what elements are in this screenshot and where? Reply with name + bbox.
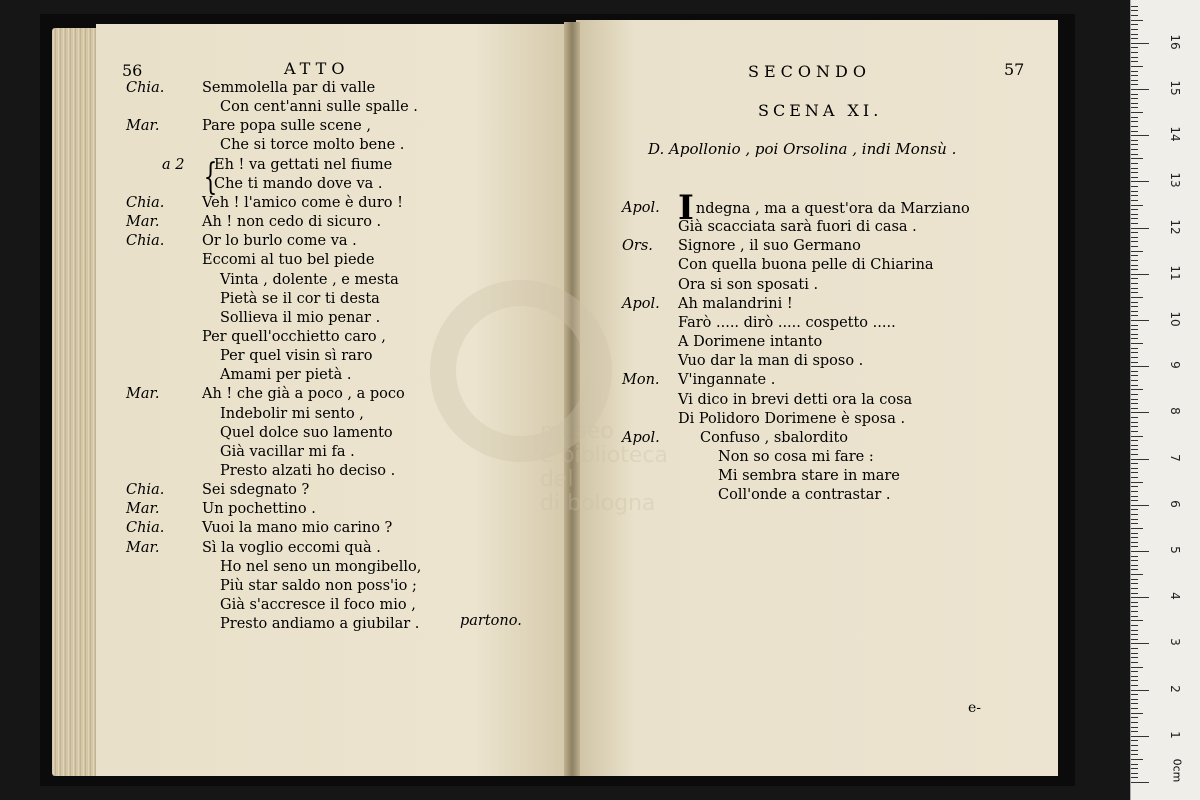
ruler-tick <box>1131 667 1143 668</box>
ruler-tick <box>1131 662 1138 663</box>
cast-line: D. Apollonio , poi Orsolina , indi Monsù . <box>648 140 957 158</box>
ruler-tick <box>1131 57 1138 58</box>
ruler-tick <box>1131 352 1138 353</box>
ruler-tick <box>1131 537 1138 538</box>
ruler-tick <box>1131 648 1138 649</box>
ruler-tick <box>1131 634 1138 635</box>
ruler-tick <box>1131 89 1149 90</box>
speaker-label: Ors. <box>622 238 653 254</box>
ruler-tick <box>1131 588 1138 589</box>
ruler-tick <box>1131 546 1138 547</box>
ruler-tick <box>1131 736 1149 737</box>
verse-line: Ah ! non cedo di sicuro . <box>202 214 382 230</box>
ruler-tick <box>1131 657 1138 658</box>
ruler-tick <box>1131 15 1138 16</box>
ruler-tick <box>1131 597 1149 598</box>
verse-line: Amami per pietà . <box>220 367 352 383</box>
ruler-tick <box>1131 551 1149 552</box>
ruler-unit-label: 0cm <box>1170 758 1184 783</box>
speaker-label: Mar. <box>126 214 160 230</box>
ruler-tick <box>1131 412 1149 413</box>
ruler-tick <box>1131 121 1138 122</box>
ruler-tick <box>1131 288 1138 289</box>
ruler-tick <box>1131 759 1143 760</box>
speaker-label: Apol. <box>622 200 660 216</box>
ruler-tick <box>1131 269 1138 270</box>
ruler-tick <box>1131 200 1138 201</box>
ruler-tick <box>1131 172 1138 173</box>
ruler-tick <box>1131 459 1149 460</box>
verse-line: Di Polidoro Dorimene è sposa . <box>678 411 906 427</box>
ruler-tick <box>1131 542 1138 543</box>
ruler-tick <box>1131 140 1138 141</box>
ruler-number: 3 <box>1168 638 1182 647</box>
ruler-tick <box>1131 103 1138 104</box>
speaker-label: Mar. <box>126 540 160 556</box>
right-page-number: 57 <box>1004 60 1025 79</box>
ruler-tick <box>1131 754 1138 755</box>
verse-line: Per quel visin sì raro <box>220 348 373 364</box>
ruler-number: 9 <box>1168 361 1182 369</box>
ruler-tick <box>1131 334 1138 335</box>
ruler-tick <box>1131 602 1138 603</box>
ruler-number: 4 <box>1168 592 1182 600</box>
speaker-label: a 2 <box>162 157 185 173</box>
ruler-tick <box>1131 75 1138 76</box>
ruler-tick <box>1131 768 1138 769</box>
verse-line: Un pochettino . <box>202 501 316 517</box>
ruler-tick <box>1131 463 1138 464</box>
verse-line: Coll'onde a contrastar . <box>718 487 891 503</box>
ruler-tick <box>1131 680 1138 681</box>
watermark-line-3: di bologna <box>540 491 656 516</box>
verse-line: Sollieva il mio penar . <box>220 310 381 326</box>
verse-line: Già s'accresce il foco mio , <box>220 597 416 613</box>
ruler-tick <box>1131 449 1138 450</box>
ruler-tick <box>1131 523 1138 524</box>
ruler-tick <box>1131 112 1143 113</box>
verse-line: Già scacciata sarà fuori di casa . <box>678 219 917 235</box>
ruler-number: 5 <box>1168 546 1182 554</box>
verse-line: Or lo burlo come va . <box>202 233 357 249</box>
ruler-tick <box>1131 403 1138 404</box>
ink-mark: e- <box>968 700 982 716</box>
ruler-tick <box>1131 274 1149 275</box>
ruler-number: 14 <box>1168 126 1182 142</box>
verse-line: Non so cosa mi fare : <box>718 449 874 465</box>
ruler-tick <box>1131 653 1138 654</box>
ruler-tick <box>1131 131 1138 132</box>
ruler-tick <box>1131 205 1143 206</box>
ruler-tick <box>1131 94 1138 95</box>
ruler-tick <box>1131 717 1138 718</box>
speaker-label: Apol. <box>622 296 660 312</box>
verse-line: Vuoi la mano mio carino ? <box>202 520 393 536</box>
ruler-tick <box>1131 611 1138 612</box>
stage-direction: partono. <box>460 613 522 629</box>
ruler-tick <box>1131 98 1138 99</box>
ruler-tick <box>1131 445 1138 446</box>
verse-line: Sì la voglio eccomi quà . <box>202 540 381 556</box>
ruler-tick <box>1131 195 1138 196</box>
verse-line: Ora si son sposati . <box>678 277 819 293</box>
ruler-tick <box>1131 320 1149 321</box>
ruler-tick <box>1131 237 1138 238</box>
ruler-tick <box>1131 107 1138 108</box>
ruler-tick <box>1131 278 1138 279</box>
ruler-tick <box>1131 569 1138 570</box>
ruler-tick <box>1131 593 1138 594</box>
verse-line: Vi dico in brevi detti ora la cosa <box>678 392 913 408</box>
ruler-tick <box>1131 491 1138 492</box>
verse-line: Indebolir mi sento , <box>220 406 364 422</box>
ruler-tick <box>1131 565 1138 566</box>
ruler-tick <box>1131 454 1138 455</box>
ruler-tick <box>1131 43 1149 44</box>
ruler-tick <box>1131 422 1138 423</box>
left-running-head: ATTO <box>284 59 350 78</box>
speaker-label: Apol. <box>622 430 660 446</box>
ruler-tick <box>1131 745 1138 746</box>
verse-line: Eccomi al tuo bel piede <box>202 252 375 268</box>
ruler-number: 11 <box>1168 265 1182 281</box>
ruler-tick <box>1131 385 1138 386</box>
ruler-tick <box>1131 620 1143 621</box>
ruler-tick <box>1131 773 1138 774</box>
ruler-tick <box>1131 246 1138 247</box>
verse-line: Confuso , sbalordito <box>700 430 849 446</box>
ruler-tick <box>1131 315 1138 316</box>
verse-line: Vuo dar la man di sposo . <box>678 353 864 369</box>
ruler-tick <box>1131 306 1138 307</box>
ruler-tick <box>1131 496 1138 497</box>
ruler-tick <box>1131 177 1138 178</box>
ruler-tick <box>1131 338 1138 339</box>
ruler-tick <box>1131 556 1138 557</box>
verse-line: Pare popa sulle scene , <box>202 118 371 134</box>
ruler-tick <box>1131 228 1149 229</box>
verse-line: Che ti mando dove va . <box>214 176 383 192</box>
ruler-tick <box>1131 727 1138 728</box>
ruler-tick <box>1131 777 1138 778</box>
ruler-number: 13 <box>1168 172 1182 189</box>
ruler-tick <box>1131 348 1138 349</box>
ruler-tick <box>1131 6 1138 7</box>
verse-line: Ho nel seno un mongibello, <box>220 559 422 575</box>
ruler-tick <box>1131 375 1138 376</box>
ruler-tick <box>1131 181 1149 182</box>
ruler-tick <box>1131 66 1143 67</box>
ruler-tick <box>1131 408 1138 409</box>
verse-line: Pietà se il cor ti desta <box>220 291 380 307</box>
ruler-tick <box>1131 417 1138 418</box>
verse-line: Più star saldo non poss'io ; <box>220 578 417 594</box>
verse-line: Mi sembra stare in mare <box>718 468 900 484</box>
drop-cap: I <box>678 188 694 228</box>
page-edges <box>52 28 100 776</box>
ruler-tick <box>1131 163 1138 164</box>
verse-line: Veh ! l'amico come è duro ! <box>202 195 403 211</box>
ruler-tick <box>1131 168 1138 169</box>
ruler-tick <box>1131 357 1138 358</box>
ruler-tick <box>1131 708 1138 709</box>
ruler-tick <box>1131 722 1138 723</box>
speaker-label: Mon. <box>622 372 660 388</box>
ruler-tick <box>1131 20 1143 21</box>
verse-line: Quel dolce suo lamento <box>220 425 393 441</box>
ruler-tick <box>1131 80 1138 81</box>
verse-line: Semmolella par di valle <box>202 80 376 96</box>
ruler-tick <box>1131 260 1138 261</box>
ruler-tick <box>1131 606 1138 607</box>
ruler-tick <box>1131 699 1138 700</box>
ruler-tick <box>1131 477 1138 478</box>
verse-line-text: ndegna , ma a quest'ora da Marziano <box>695 201 970 217</box>
ruler-tick <box>1131 126 1138 127</box>
ruler-tick <box>1131 740 1138 741</box>
ruler-tick <box>1131 639 1138 640</box>
scene-title: SCENA XI. <box>758 101 883 120</box>
ruler-tick <box>1131 366 1149 367</box>
verse-line: Signore , il suo Germano <box>678 238 861 254</box>
ruler-tick <box>1131 232 1138 233</box>
ruler-tick <box>1131 389 1143 390</box>
ruler-tick <box>1131 371 1138 372</box>
ruler-tick <box>1131 690 1149 691</box>
ruler-tick <box>1131 329 1138 330</box>
ruler-tick <box>1131 149 1138 150</box>
ruler-tick <box>1131 643 1149 644</box>
speaker-label: Chia. <box>126 233 165 249</box>
a2-brace: { <box>203 157 218 198</box>
ruler-tick <box>1131 703 1138 704</box>
verse-line: Che si torce molto bene . <box>220 137 405 153</box>
verse-line: Presto andiamo a giubilar . <box>220 616 420 632</box>
ruler-tick <box>1131 482 1143 483</box>
ruler-tick <box>1131 24 1138 25</box>
ruler-tick <box>1131 685 1138 686</box>
ruler-tick <box>1131 362 1138 363</box>
ruler-tick <box>1131 191 1138 192</box>
ruler-tick <box>1131 297 1143 298</box>
ruler-tick <box>1131 144 1138 145</box>
ruler-tick <box>1131 399 1138 400</box>
ruler-number: 15 <box>1168 80 1182 96</box>
ruler-tick <box>1131 135 1149 136</box>
museum-watermark <box>420 280 670 516</box>
ruler-tick <box>1131 34 1138 35</box>
ruler-tick <box>1131 472 1138 473</box>
ruler-tick <box>1131 468 1138 469</box>
verse-line: A Dorimene intanto <box>678 334 823 350</box>
ruler-tick <box>1131 486 1138 487</box>
ruler-number: 1 <box>1168 730 1182 739</box>
ruler-tick <box>1131 394 1138 395</box>
ruler-tick <box>1131 750 1138 751</box>
ruler-tick <box>1131 380 1138 381</box>
speaker-label: Chia. <box>126 80 165 96</box>
verse-line: Già vacillar mi fa . <box>220 444 355 460</box>
ruler-tick <box>1131 84 1138 85</box>
ruler-tick <box>1131 241 1138 242</box>
ruler-tick <box>1131 10 1138 11</box>
verse-line: Ah malandrini ! <box>678 296 793 312</box>
speaker-label: Chia. <box>126 195 165 211</box>
ruler-number: 16 <box>1168 34 1182 50</box>
ruler-tick <box>1131 528 1143 529</box>
verse-line: Eh ! va gettati nel fiume <box>214 157 393 173</box>
verse-line: Farò ..... dirò ..... cospetto ..... <box>678 315 896 331</box>
right-running-head: SECONDO <box>748 62 871 81</box>
ruler-tick <box>1131 533 1138 534</box>
verse-line: Con cent'anni sulle spalle . <box>220 99 418 115</box>
ruler-tick <box>1131 514 1138 515</box>
speaker-label: Chia. <box>126 482 165 498</box>
ruler-tick <box>1131 29 1138 30</box>
left-page-number: 56 <box>122 61 143 80</box>
ruler-tick <box>1131 713 1143 714</box>
ruler-tick <box>1131 251 1143 252</box>
watermark-line-2: e biblioteca del <box>540 443 668 492</box>
ruler-tick <box>1131 214 1138 215</box>
ruler-tick <box>1131 560 1138 561</box>
ruler-tick <box>1131 764 1138 765</box>
ruler-tick <box>1131 431 1138 432</box>
ruler-tick <box>1131 283 1138 284</box>
ruler-number: 10 <box>1168 311 1182 327</box>
ruler-tick <box>1131 343 1143 344</box>
ruler-tick <box>1131 71 1138 72</box>
ruler-tick <box>1131 440 1138 441</box>
ruler-tick <box>1131 186 1138 187</box>
verse-line: Presto alzati ho deciso . <box>220 463 396 479</box>
ruler-tick <box>1131 500 1138 501</box>
ruler-number: 12 <box>1168 218 1182 235</box>
ruler-number: 7 <box>1168 453 1182 462</box>
ruler-tick <box>1131 265 1138 266</box>
ruler-tick <box>1131 311 1138 312</box>
ruler-tick <box>1131 579 1138 580</box>
ruler-tick <box>1131 223 1138 224</box>
ruler-tick <box>1131 209 1138 210</box>
verse-line: Ah ! che già a poco , a poco <box>202 386 405 402</box>
ruler-number: 8 <box>1168 407 1182 416</box>
ruler-number: 6 <box>1168 499 1182 508</box>
verse-line: V'ingannate . <box>678 372 776 388</box>
speaker-label: Mar. <box>126 118 160 134</box>
speaker-label: Mar. <box>126 386 160 402</box>
ruler-tick <box>1131 61 1138 62</box>
ruler-tick <box>1131 676 1138 677</box>
verse-line: Per quell'occhietto caro , <box>202 329 386 345</box>
ruler-tick <box>1131 630 1138 631</box>
ruler-tick <box>1131 38 1138 39</box>
ruler-tick <box>1131 509 1138 510</box>
ruler-tick <box>1131 625 1138 626</box>
ruler-tick <box>1131 292 1138 293</box>
verse-line: Vinta , dolente , e mesta <box>220 272 399 288</box>
ruler-tick <box>1131 519 1138 520</box>
ruler-tick <box>1131 731 1138 732</box>
ruler-tick <box>1131 255 1138 256</box>
ruler-tick <box>1131 47 1138 48</box>
ruler-number: 2 <box>1168 684 1182 693</box>
ruler-tick <box>1131 583 1138 584</box>
ruler-tick <box>1131 302 1138 303</box>
ruler-tick <box>1131 671 1138 672</box>
ruler-tick <box>1131 325 1138 326</box>
ruler-tick <box>1131 426 1138 427</box>
verse-line: Sei sdegnato ? <box>202 482 310 498</box>
ruler-tick <box>1131 505 1149 506</box>
ruler-tick <box>1131 218 1138 219</box>
ruler-tick <box>1131 154 1138 155</box>
ruler-tick <box>1131 436 1143 437</box>
measuring-ruler <box>1130 0 1200 800</box>
ruler-tick <box>1131 782 1149 783</box>
ruler-tick <box>1131 117 1138 118</box>
watermark-line-1: museo <box>540 419 614 444</box>
verse-line: Con quella buona pelle di Chiarina <box>678 257 934 273</box>
ruler-tick <box>1131 574 1143 575</box>
ruler-tick <box>1131 616 1138 617</box>
speaker-label: Chia. <box>126 520 165 536</box>
ruler-tick <box>1131 694 1138 695</box>
ruler-tick <box>1131 52 1138 53</box>
ruler-tick <box>1131 158 1143 159</box>
speaker-label: Mar. <box>126 501 160 517</box>
